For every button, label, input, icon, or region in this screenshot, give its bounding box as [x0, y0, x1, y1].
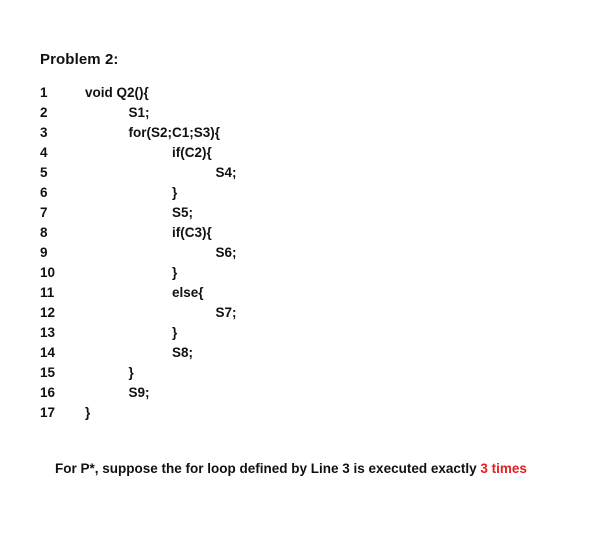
line-number: 16	[40, 384, 56, 400]
code-line	[40, 402, 560, 422]
code-line	[40, 202, 560, 222]
code-line	[40, 142, 560, 162]
code-line	[40, 82, 560, 102]
line-text: S5;	[172, 204, 194, 220]
code-line	[40, 282, 560, 302]
code-line	[40, 222, 560, 242]
line-text: else{	[172, 284, 204, 300]
line-number: 5	[40, 164, 48, 180]
line-text: S1;	[128, 104, 150, 120]
code-block	[40, 82, 560, 422]
line-number: 2	[40, 104, 48, 120]
code-line	[40, 162, 560, 182]
footer-note	[40, 446, 527, 491]
line-text: }	[172, 264, 178, 280]
line-number: 4	[40, 144, 48, 160]
line-number: 9	[40, 244, 48, 260]
code-line	[40, 322, 560, 342]
code-line	[40, 122, 560, 142]
line-text: if(C3){	[172, 224, 212, 240]
footer-text: For P*, suppose the for loop defined by Line 3 is executed exactly	[55, 461, 481, 476]
line-text: for(S2;C1;S3){	[128, 124, 221, 140]
line-number: 11	[40, 284, 55, 300]
line-number: 3	[40, 124, 48, 140]
line-number: 13	[40, 324, 56, 340]
line-number: 15	[40, 364, 56, 380]
line-text: }	[172, 184, 178, 200]
line-number: 10	[40, 264, 56, 280]
line-text: }	[128, 364, 134, 380]
problem-title: Problem 2:	[40, 51, 119, 68]
line-text: if(C2){	[172, 144, 212, 160]
code-line	[40, 242, 560, 262]
line-number: 1	[40, 84, 48, 100]
line-text: S4;	[215, 164, 237, 180]
footer-highlight: 3 times	[480, 461, 527, 476]
line-text: }	[172, 324, 178, 340]
line-number: 14	[40, 344, 56, 360]
line-number: 6	[40, 184, 48, 200]
line-number: 12	[40, 304, 56, 320]
line-number: 8	[40, 224, 48, 240]
code-line	[40, 382, 560, 402]
line-text: S8;	[172, 344, 194, 360]
line-text: S6;	[215, 244, 237, 260]
code-line	[40, 102, 560, 122]
line-number: 7	[40, 204, 48, 220]
line-text: void Q2(){	[85, 84, 149, 100]
line-text: S9;	[128, 384, 150, 400]
code-line	[40, 342, 560, 362]
code-line	[40, 302, 560, 322]
line-number: 17	[40, 404, 56, 420]
line-text: S7;	[215, 304, 237, 320]
code-line	[40, 362, 560, 382]
line-text: }	[85, 404, 91, 420]
code-line	[40, 182, 560, 202]
code-line	[40, 262, 560, 282]
